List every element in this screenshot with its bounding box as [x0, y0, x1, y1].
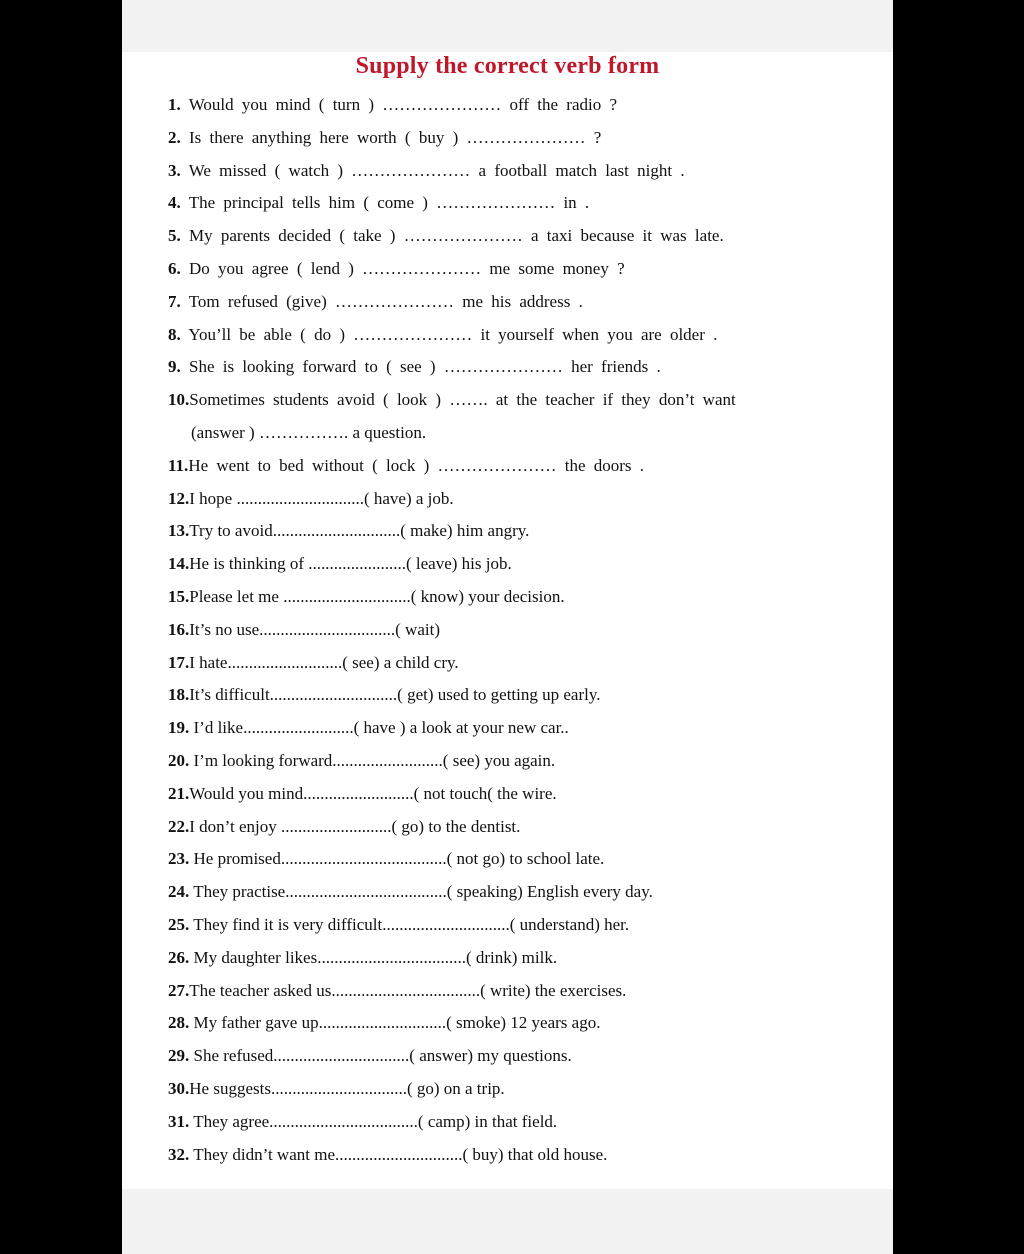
item-number: 22.: [168, 816, 190, 836]
item-number: 11.: [168, 455, 189, 475]
item-number: 10.: [168, 390, 190, 410]
item-number: 3.: [168, 160, 181, 180]
item-text: Sometimes students avoid ( look ) ……. at the teacher if they don’t want: [189, 390, 736, 410]
exercise-item: [168, 844, 858, 877]
item-number: 4.: [168, 193, 181, 213]
exercise-item: [168, 582, 858, 615]
item-text: I hope ..............................( have) a job.: [189, 488, 454, 508]
item-number: 12.: [168, 488, 190, 508]
item-number: 31.: [168, 1111, 190, 1131]
exercise-item: [168, 976, 858, 1009]
item-number: 2.: [168, 127, 181, 147]
item-text: They didn’t want me..............................( buy) that old house.: [189, 1144, 608, 1164]
item-text: I don’t enjoy ..........................( go) to the dentist.: [189, 816, 521, 836]
item-number: 15.: [168, 586, 190, 606]
exercise-item: [168, 779, 858, 812]
item-text: They practise......................................( speaking) English every day.: [189, 882, 653, 902]
item-text: Is there anything here worth ( buy ) ………………… ?: [180, 127, 602, 147]
exercise-item: [168, 746, 858, 779]
item-number: 8.: [168, 324, 181, 344]
item-text: Would you mind ( turn ) ………………… off the radio ?: [180, 95, 618, 114]
exercise-item: [168, 615, 858, 648]
item-number: 18.: [168, 685, 190, 705]
item-text: Tom refused (give) ………………… me his address .: [180, 291, 583, 311]
exercise-item: [168, 320, 858, 353]
exercise-item: [168, 451, 858, 484]
exercise-item: [168, 910, 858, 943]
item-text: It’s no use................................( wait): [189, 619, 440, 639]
item-text: They find it is very difficult..............................( understand) her.: [189, 914, 630, 934]
item-number: 17.: [168, 652, 190, 672]
exercise-item: [168, 1008, 858, 1041]
exercise-item: [168, 680, 858, 713]
item-text: She refused................................( answer) my questions.: [189, 1046, 572, 1066]
exercise-item: [168, 1107, 858, 1140]
exercise-item: [168, 484, 858, 517]
item-text: I’d like..........................( have ) a look at your new car..: [189, 718, 569, 738]
exercise-item: [168, 254, 858, 287]
item-text: (answer ) ……………. a question.: [191, 422, 427, 442]
item-number: 23.: [168, 849, 190, 869]
exercise-item: [168, 1140, 858, 1173]
item-number: 19.: [168, 718, 190, 738]
item-number: 6.: [168, 258, 181, 278]
item-number: 21.: [168, 783, 190, 803]
exercise-item: [168, 713, 858, 746]
item-text: She is looking forward to ( see ) ………………… her friends .: [180, 357, 661, 377]
exercise-item: [168, 221, 858, 254]
exercise-item: [168, 188, 858, 221]
exercise-list: [168, 90, 858, 1172]
item-text: The teacher asked us...................................( write) the exercises.: [189, 980, 627, 1000]
item-number: 27.: [168, 980, 190, 1000]
exercise-item: [168, 943, 858, 976]
item-text: I’m looking forward..........................( see) you again.: [189, 750, 556, 770]
item-number: 16.: [168, 619, 190, 639]
item-text: My daughter likes...................................( drink) milk.: [189, 947, 558, 967]
exercise-item: [168, 516, 858, 549]
item-text: It’s difficult..............................( get) used to getting up early.: [189, 685, 601, 705]
item-number: 24.: [168, 882, 190, 902]
exercise-item: [168, 1074, 858, 1107]
item-number: 13.: [168, 521, 190, 541]
item-text: Would you mind..........................( not touch( the wire.: [189, 783, 557, 803]
exercise-item: [168, 877, 858, 910]
item-number: 14.: [168, 554, 190, 574]
exercise-item: [168, 648, 858, 681]
item-number: 1.: [168, 95, 181, 114]
item-number: 30.: [168, 1078, 190, 1098]
item-text: He is thinking of .......................( leave) his job.: [189, 554, 512, 574]
worksheet-title: Supply the correct verb form: [355, 53, 660, 79]
item-text: We missed ( watch ) ………………… a football match last night .: [180, 160, 685, 180]
exercise-item: [168, 90, 858, 123]
item-text: Please let me ..............................( know) your decision.: [189, 586, 565, 606]
exercise-item: [168, 1041, 858, 1074]
exercise-item: [168, 385, 858, 418]
item-number: 9.: [168, 357, 181, 377]
item-text: He promised.......................................( not go) to school late.: [189, 849, 605, 869]
item-number: 25.: [168, 914, 190, 934]
exercise-item-continued: [168, 418, 858, 451]
item-text: My father gave up..............................( smoke) 12 years ago.: [189, 1013, 601, 1033]
item-number: 28.: [168, 1013, 190, 1033]
item-text: Try to avoid..............................( make) him angry.: [189, 521, 530, 541]
item-text: The principal tells him ( come ) ………………… in .: [180, 193, 590, 213]
exercise-item: [168, 156, 858, 189]
item-text: They agree...................................( camp) in that field.: [189, 1111, 558, 1131]
item-text: He suggests................................( go) on a trip.: [189, 1078, 505, 1098]
item-number: 32.: [168, 1144, 190, 1164]
item-number: 29.: [168, 1046, 190, 1066]
exercise-item: [168, 549, 858, 582]
item-text: I hate...........................( see) a child cry.: [189, 652, 459, 672]
item-number: 5.: [168, 226, 181, 246]
exercise-item: [168, 287, 858, 320]
item-text: He went to bed without ( lock ) ………………… the doors .: [188, 455, 645, 475]
item-text: My parents decided ( take ) ………………… a taxi because it was late.: [180, 226, 724, 246]
item-number: 20.: [168, 750, 190, 770]
item-number: 26.: [168, 947, 190, 967]
exercise-item: [168, 812, 858, 845]
item-text: You’ll be able ( do ) ………………… it yourself when you are older .: [180, 324, 718, 344]
item-text: Do you agree ( lend ) ………………… me some money ?: [180, 258, 625, 278]
exercise-item: [168, 352, 858, 385]
item-number: 7.: [168, 291, 181, 311]
exercise-item: [168, 123, 858, 156]
